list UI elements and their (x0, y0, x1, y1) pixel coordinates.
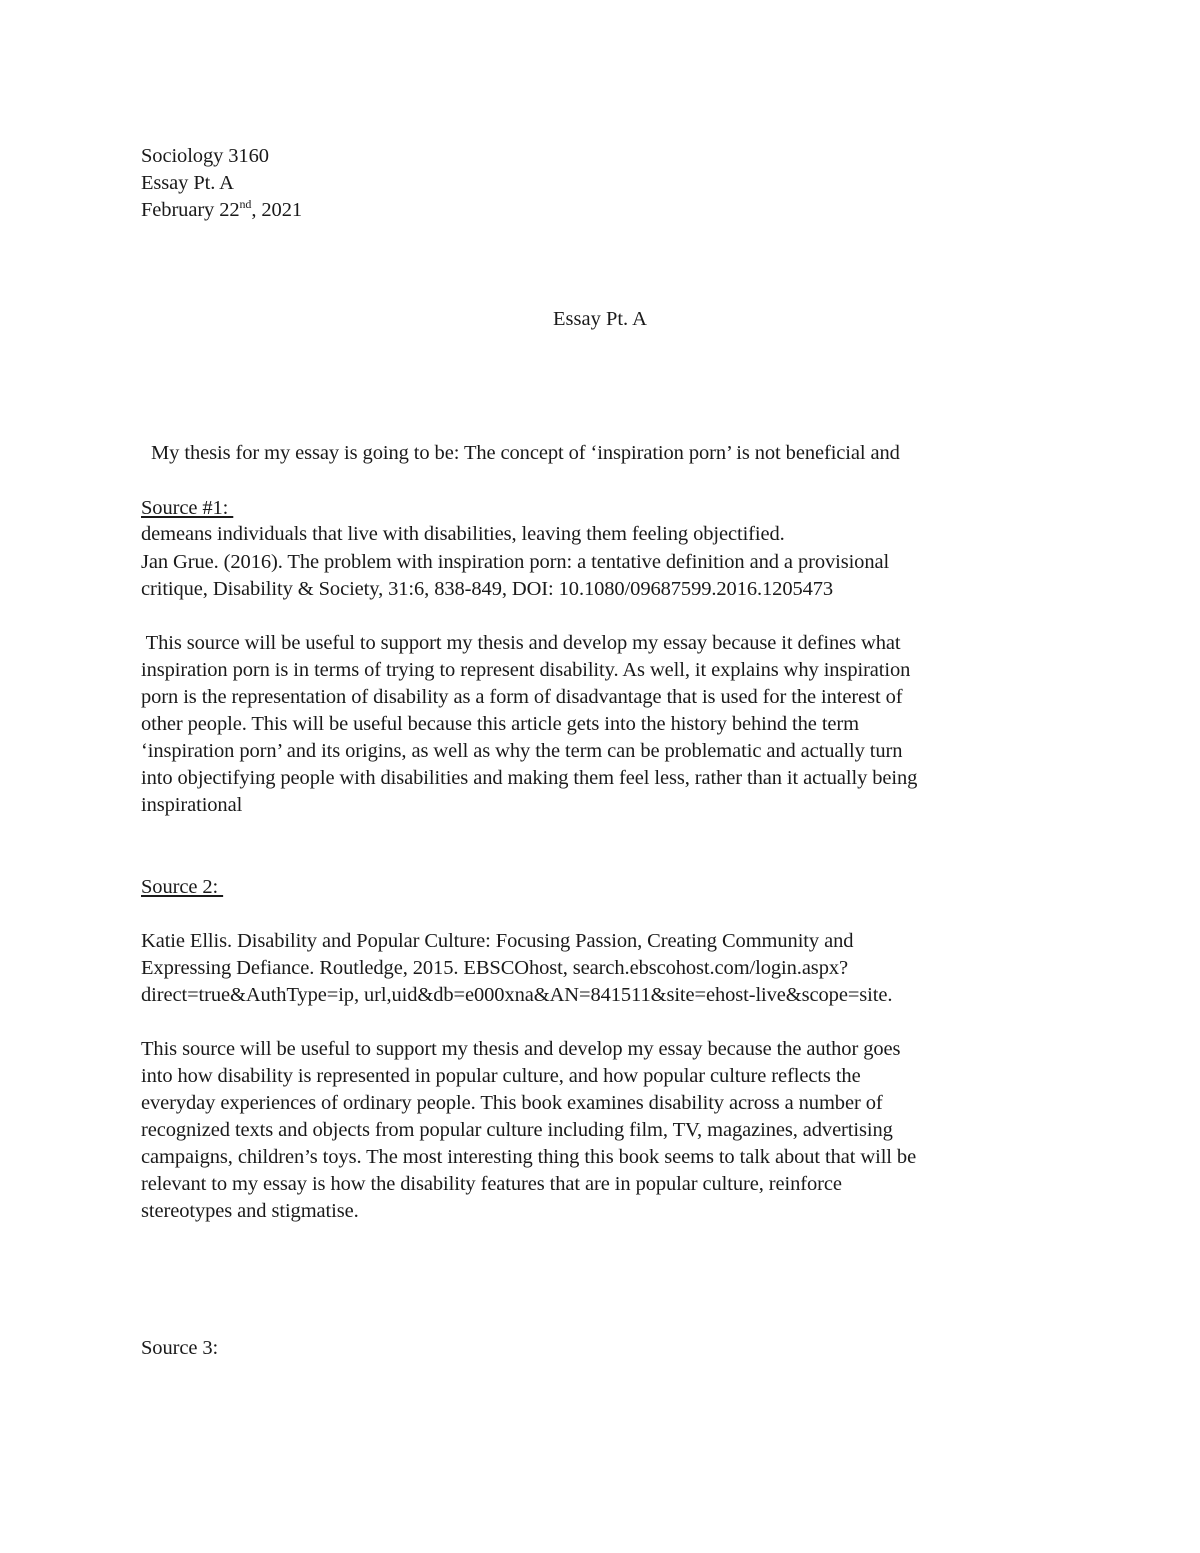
source-3-heading-text: Source 3: (141, 1337, 219, 1359)
annotation-line: This source will be useful to support my thesis and develop my essay because the author goes (141, 1038, 901, 1060)
citation-line: critique, Disability & Society, 31:6, 838-849, DOI: 10.1080/09687599.2016.1205473 (141, 578, 834, 600)
annotation-line: campaigns, children’s toys. The most interesting thing this book seems to talk about that will be (141, 1146, 917, 1168)
citation-line: Jan Grue. (2016). The problem with inspiration porn: a tentative definition and a provisional (141, 551, 890, 573)
source-2-citation (141, 928, 1056, 1009)
course-name: Sociology 3160 (141, 145, 269, 167)
annotation-line: stereotypes and stigmatise. (141, 1200, 359, 1222)
annotation-line: everyday experiences of ordinary people. This book examines disability across a number of (141, 1092, 883, 1114)
annotation-line: inspirational (141, 794, 243, 816)
source-1-citation (141, 549, 1056, 603)
annotation-line: porn is the representation of disability as a form of disadvantage that is used for the interest of (141, 686, 903, 708)
annotation-line: relevant to my essay is how the disability features that are in popular culture, reinforce (141, 1173, 842, 1195)
citation-line: direct=true&AuthType=ip, url,uid&db=e000xna&AN=841511&site=ehost-live&scope=site. (141, 984, 893, 1006)
annotation-line: This source will be useful to support my thesis and develop my essay because it defines what (141, 632, 901, 654)
source-1-annotation (141, 630, 1056, 819)
header-block (141, 143, 1056, 224)
citation-line: Katie Ellis. Disability and Popular Culture: Focusing Passion, Creating Community and (141, 930, 854, 952)
date-year: , 2021 (251, 199, 302, 221)
thesis-line: My thesis for my essay is going to be: The concept of ‘inspiration porn’ is not beneficial and (141, 442, 900, 464)
source-2-annotation (141, 1036, 1056, 1225)
page-title: Essay Pt. A (553, 308, 647, 330)
annotation-line: into how disability is represented in popular culture, and how popular culture reflects the (141, 1065, 861, 1087)
date-suffix: nd (239, 197, 252, 212)
source-1-heading-text: Source #1: (141, 497, 234, 519)
source-1-heading (141, 495, 1056, 522)
annotation-line: recognized texts and objects from popular culture including film, TV, magazines, advertising (141, 1119, 893, 1141)
source-2-heading-text: Source 2: (141, 876, 224, 898)
date-line (141, 197, 1056, 224)
source-2-heading (141, 874, 1056, 901)
thesis-line: demeans individuals that live with disabilities, leaving them feeling objectified. (141, 523, 785, 545)
assignment-name: Essay Pt. A (141, 172, 234, 194)
source-3-heading (141, 1335, 1056, 1362)
annotation-line: inspiration porn is in terms of trying to represent disability. As well, it explains why inspiration (141, 659, 911, 681)
annotation-line: other people. This will be useful because this article gets into the history behind the term (141, 713, 859, 735)
citation-line: Expressing Defiance. Routledge, 2015. EBSCOhost, search.ebscohost.com/login.aspx? (141, 957, 848, 979)
annotation-line: ‘inspiration porn’ and its origins, as well as why the term can be problematic and actually turn (141, 740, 903, 762)
annotation-line: into objectifying people with disabilities and making them feel less, rather than it actually being (141, 767, 918, 789)
date-month-day: February 22 (141, 199, 240, 221)
